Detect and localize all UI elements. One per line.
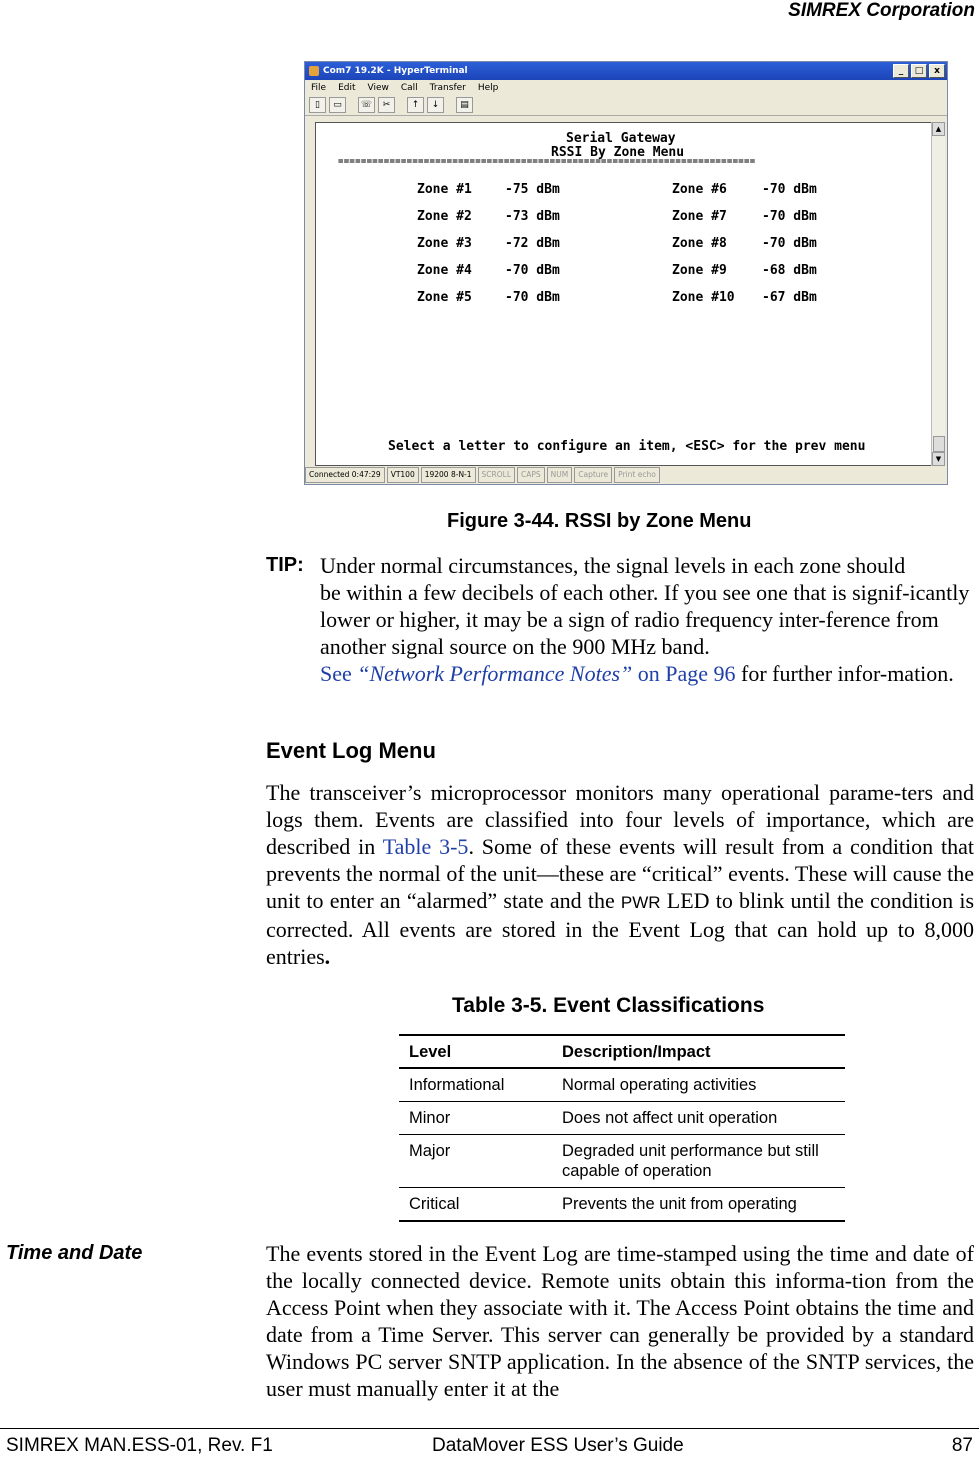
table-row: [399, 1068, 845, 1102]
zone-rssi: -73 dBm: [505, 209, 560, 224]
toolbar: [305, 95, 947, 116]
description-cell: Prevents the unit from operating: [552, 1188, 845, 1222]
disconnect-icon[interactable]: ✂: [378, 97, 395, 113]
tip-link-title[interactable]: “Network Performance Notes”: [357, 661, 633, 686]
tip-text: [320, 579, 976, 687]
status-caps: CAPS: [517, 467, 545, 483]
status-emulation: VT100: [387, 467, 419, 483]
level-cell: Major: [399, 1135, 552, 1188]
tip-first-line: Under normal circumstances, the signal levels in each zone should: [320, 553, 906, 578]
table-header-row: [399, 1035, 845, 1068]
tip-link-page[interactable]: on Page 96: [632, 661, 736, 686]
zone-label: Zone #3: [417, 236, 472, 251]
menu-view[interactable]: View: [367, 82, 389, 93]
zone-rssi: -72 dBm: [505, 236, 560, 251]
table-row: [399, 1188, 845, 1222]
level-cell: Critical: [399, 1188, 552, 1222]
zone-label: Zone #2: [417, 209, 472, 224]
status-scroll: SCROLL: [478, 467, 515, 483]
time-and-date-paragraph: The events stored in the Event Log are time-stamped using the time and date of the locally connected device. Remote units obtain this informa-tion from the Access Point when they associate with it. The Access Point obtains the time and date from a Time Server. This server can generally be provided by a standard Windows PC server SNTP application. In the absence of the SNTP services, the user must manually enter it at the: [266, 1241, 974, 1401]
window-title: Com7 19.2K - HyperTerminal: [323, 66, 468, 76]
window-title-bar: [305, 62, 947, 80]
new-icon[interactable]: ▯: [309, 97, 326, 113]
event-log-text-2: . Some of these events will result from a condition that prevents the normal of the unit—these are “critical” events. These will cause the unit to enter an “alarmed” state and the: [266, 834, 974, 913]
status-connected: Connected 0:47:29: [305, 467, 385, 483]
tip-see[interactable]: See: [320, 661, 358, 686]
column-header-level: Level: [399, 1035, 552, 1068]
event-log-paragraph: [266, 779, 974, 970]
open-icon[interactable]: ▭: [329, 97, 346, 113]
zone-label: Zone #9: [672, 263, 727, 278]
minimize-button[interactable]: _: [893, 64, 909, 78]
zone-label: Zone #8: [672, 236, 727, 251]
zone-rssi: -70 dBm: [505, 290, 560, 305]
section-heading-event-log: Event Log Menu: [266, 738, 436, 763]
menu-transfer[interactable]: Transfer: [429, 82, 466, 93]
send-icon[interactable]: ↑: [407, 97, 424, 113]
scroll-thumb[interactable]: [933, 436, 945, 452]
terminal-screen[interactable]: [315, 122, 932, 466]
description-cell: Degraded unit performance but still capable of operation: [552, 1135, 845, 1188]
table-reference-link[interactable]: Table 3-5: [382, 834, 469, 859]
zone-rssi: -70 dBm: [762, 209, 817, 224]
terminal-rule: =========================================================================: [338, 157, 756, 167]
tip-label: TIP:: [266, 554, 304, 576]
tip-after: for further infor-mation.: [735, 661, 954, 686]
zone-rssi: -70 dBm: [505, 263, 560, 278]
properties-icon[interactable]: ▤: [456, 97, 473, 113]
zone-label: Zone #4: [417, 263, 472, 278]
zone-label: Zone #7: [672, 209, 727, 224]
table-caption: Table 3-5. Event Classifications: [452, 994, 765, 1017]
zone-label: Zone #1: [417, 182, 472, 197]
event-log-text-3: LED to blink until the condition is corrected. All events are stored in the Event Log that can hold up to 8,000 entries: [266, 888, 975, 969]
vertical-scrollbar[interactable]: [931, 122, 945, 466]
running-header: SIMREX Corporation: [788, 0, 975, 21]
zone-rssi: -70 dBm: [762, 236, 817, 251]
event-log-text-1: The transceiver’s microprocessor monitors many operational parame-ters and logs them. Events are classified into four levels of importance, which are described in: [266, 780, 974, 859]
menu-bar: [305, 80, 947, 95]
connect-icon[interactable]: ☏: [358, 97, 375, 113]
menu-help[interactable]: Help: [477, 82, 499, 93]
footer-guide-title: DataMover ESS User’s Guide: [432, 1435, 684, 1456]
receive-icon[interactable]: ↓: [427, 97, 444, 113]
footer-doc-id: SIMREX MAN.ESS-01, Rev. F1: [6, 1435, 273, 1456]
pwr-led-label: PWR: [620, 893, 661, 912]
zone-label: Zone #10: [672, 290, 735, 305]
zone-label: Zone #6: [672, 182, 727, 197]
level-cell: Minor: [399, 1102, 552, 1135]
status-print-echo: Print echo: [614, 467, 660, 483]
scroll-down-icon[interactable]: ▼: [932, 452, 945, 466]
side-heading-time-and-date: Time and Date: [6, 1242, 143, 1264]
table-row: [399, 1102, 845, 1135]
status-port-settings: 19200 8-N-1: [421, 467, 476, 483]
hyperterminal-window: [304, 61, 948, 485]
figure-caption: Figure 3-44. RSSI by Zone Menu: [447, 510, 752, 532]
status-num: NUM: [547, 467, 573, 483]
status-capture: Capture: [574, 467, 612, 483]
column-header-description: Description/Impact: [552, 1035, 845, 1068]
tip-body: be within a few decibels of each other. If you see one that is signif-icantly lower or higher, it may be a sign of radio frequency inter-ference from another signal source on the 900 MHz band.: [320, 580, 970, 659]
zone-rssi: -67 dBm: [762, 290, 817, 305]
zone-label: Zone #5: [417, 290, 472, 305]
terminal-title: Serial Gateway: [566, 131, 676, 146]
event-classifications-table: [399, 1034, 845, 1222]
event-log-text-4: .: [324, 944, 331, 969]
menu-edit[interactable]: Edit: [338, 82, 356, 93]
zone-rssi: -75 dBm: [505, 182, 560, 197]
zone-rssi: -70 dBm: [762, 182, 817, 197]
zone-rssi: -68 dBm: [762, 263, 817, 278]
description-cell: Normal operating activities: [552, 1068, 845, 1102]
status-bar: [305, 467, 947, 483]
page-number: 87: [951, 1435, 973, 1456]
menu-file[interactable]: File: [311, 82, 327, 93]
scroll-up-icon[interactable]: ▲: [932, 122, 945, 136]
page-footer: [0, 1428, 979, 1456]
app-icon: [309, 66, 319, 76]
table-row: [399, 1135, 845, 1188]
terminal-prompt: Select a letter to configure an item, <ESC> for the prev menu: [388, 439, 866, 454]
level-cell: Informational: [399, 1068, 552, 1102]
menu-call[interactable]: Call: [400, 82, 418, 93]
close-button[interactable]: x: [929, 64, 945, 78]
maximize-button[interactable]: □: [911, 64, 927, 78]
terminal-subtitle: RSSI By Zone Menu: [551, 145, 685, 160]
description-cell: Does not affect unit operation: [552, 1102, 845, 1135]
